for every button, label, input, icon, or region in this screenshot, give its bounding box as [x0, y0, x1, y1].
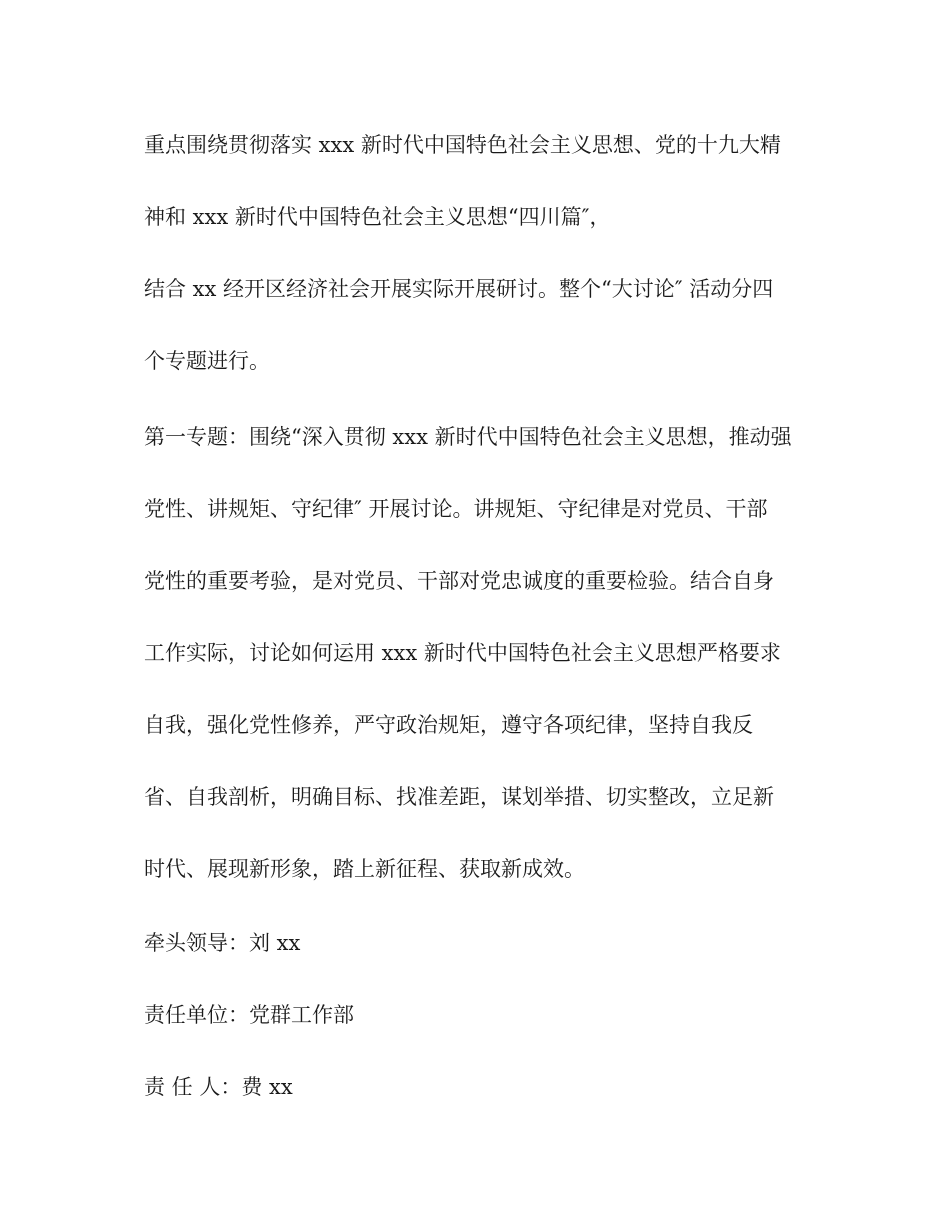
text-line: 重点围绕贯彻落实 xxx 新时代中国特色社会主义思想、党的十九大精 [144, 133, 781, 157]
lead-leader-line: 牵头领导：刘 xx [144, 931, 301, 955]
responsible-person-line: 责 任 人：费 xx [144, 1075, 293, 1099]
text-line: 工作实际，讨论如何运用 xxx 新时代中国特色社会主义思想严格要求 [144, 641, 781, 665]
section-heading-line: 第一专题：围绕“深入贯彻 xxx 新时代中国特色社会主义思想，推动强 [144, 425, 792, 449]
text-line: 个专题进行。 [144, 349, 270, 373]
text-line: 结合 xx 经开区经济社会开展实际开展研讨。整个“大讨论″ 活动分四 [144, 277, 774, 301]
text-line: 省、自我剖析，明确目标、找准差距，谋划举措、切实整改，立足新 [144, 785, 774, 809]
text-line: 党性、讲规矩、守纪律″ 开展讨论。讲规矩、守纪律是对党员、干部 [144, 497, 768, 521]
text-line: 自我，强化党性修养，严守政治规矩，遵守各项纪律，坚持自我反 [144, 713, 753, 737]
text-line: 时代、展现新形象，踏上新征程、获取新成效。 [144, 857, 585, 881]
responsible-unit-line: 责任单位：党群工作部 [144, 1003, 354, 1027]
text-line: 神和 xxx 新时代中国特色社会主义思想“四川篇″， [144, 205, 611, 229]
text-line: 党性的重要考验，是对党员、干部对党忠诚度的重要检验。结合自身 [144, 569, 774, 593]
